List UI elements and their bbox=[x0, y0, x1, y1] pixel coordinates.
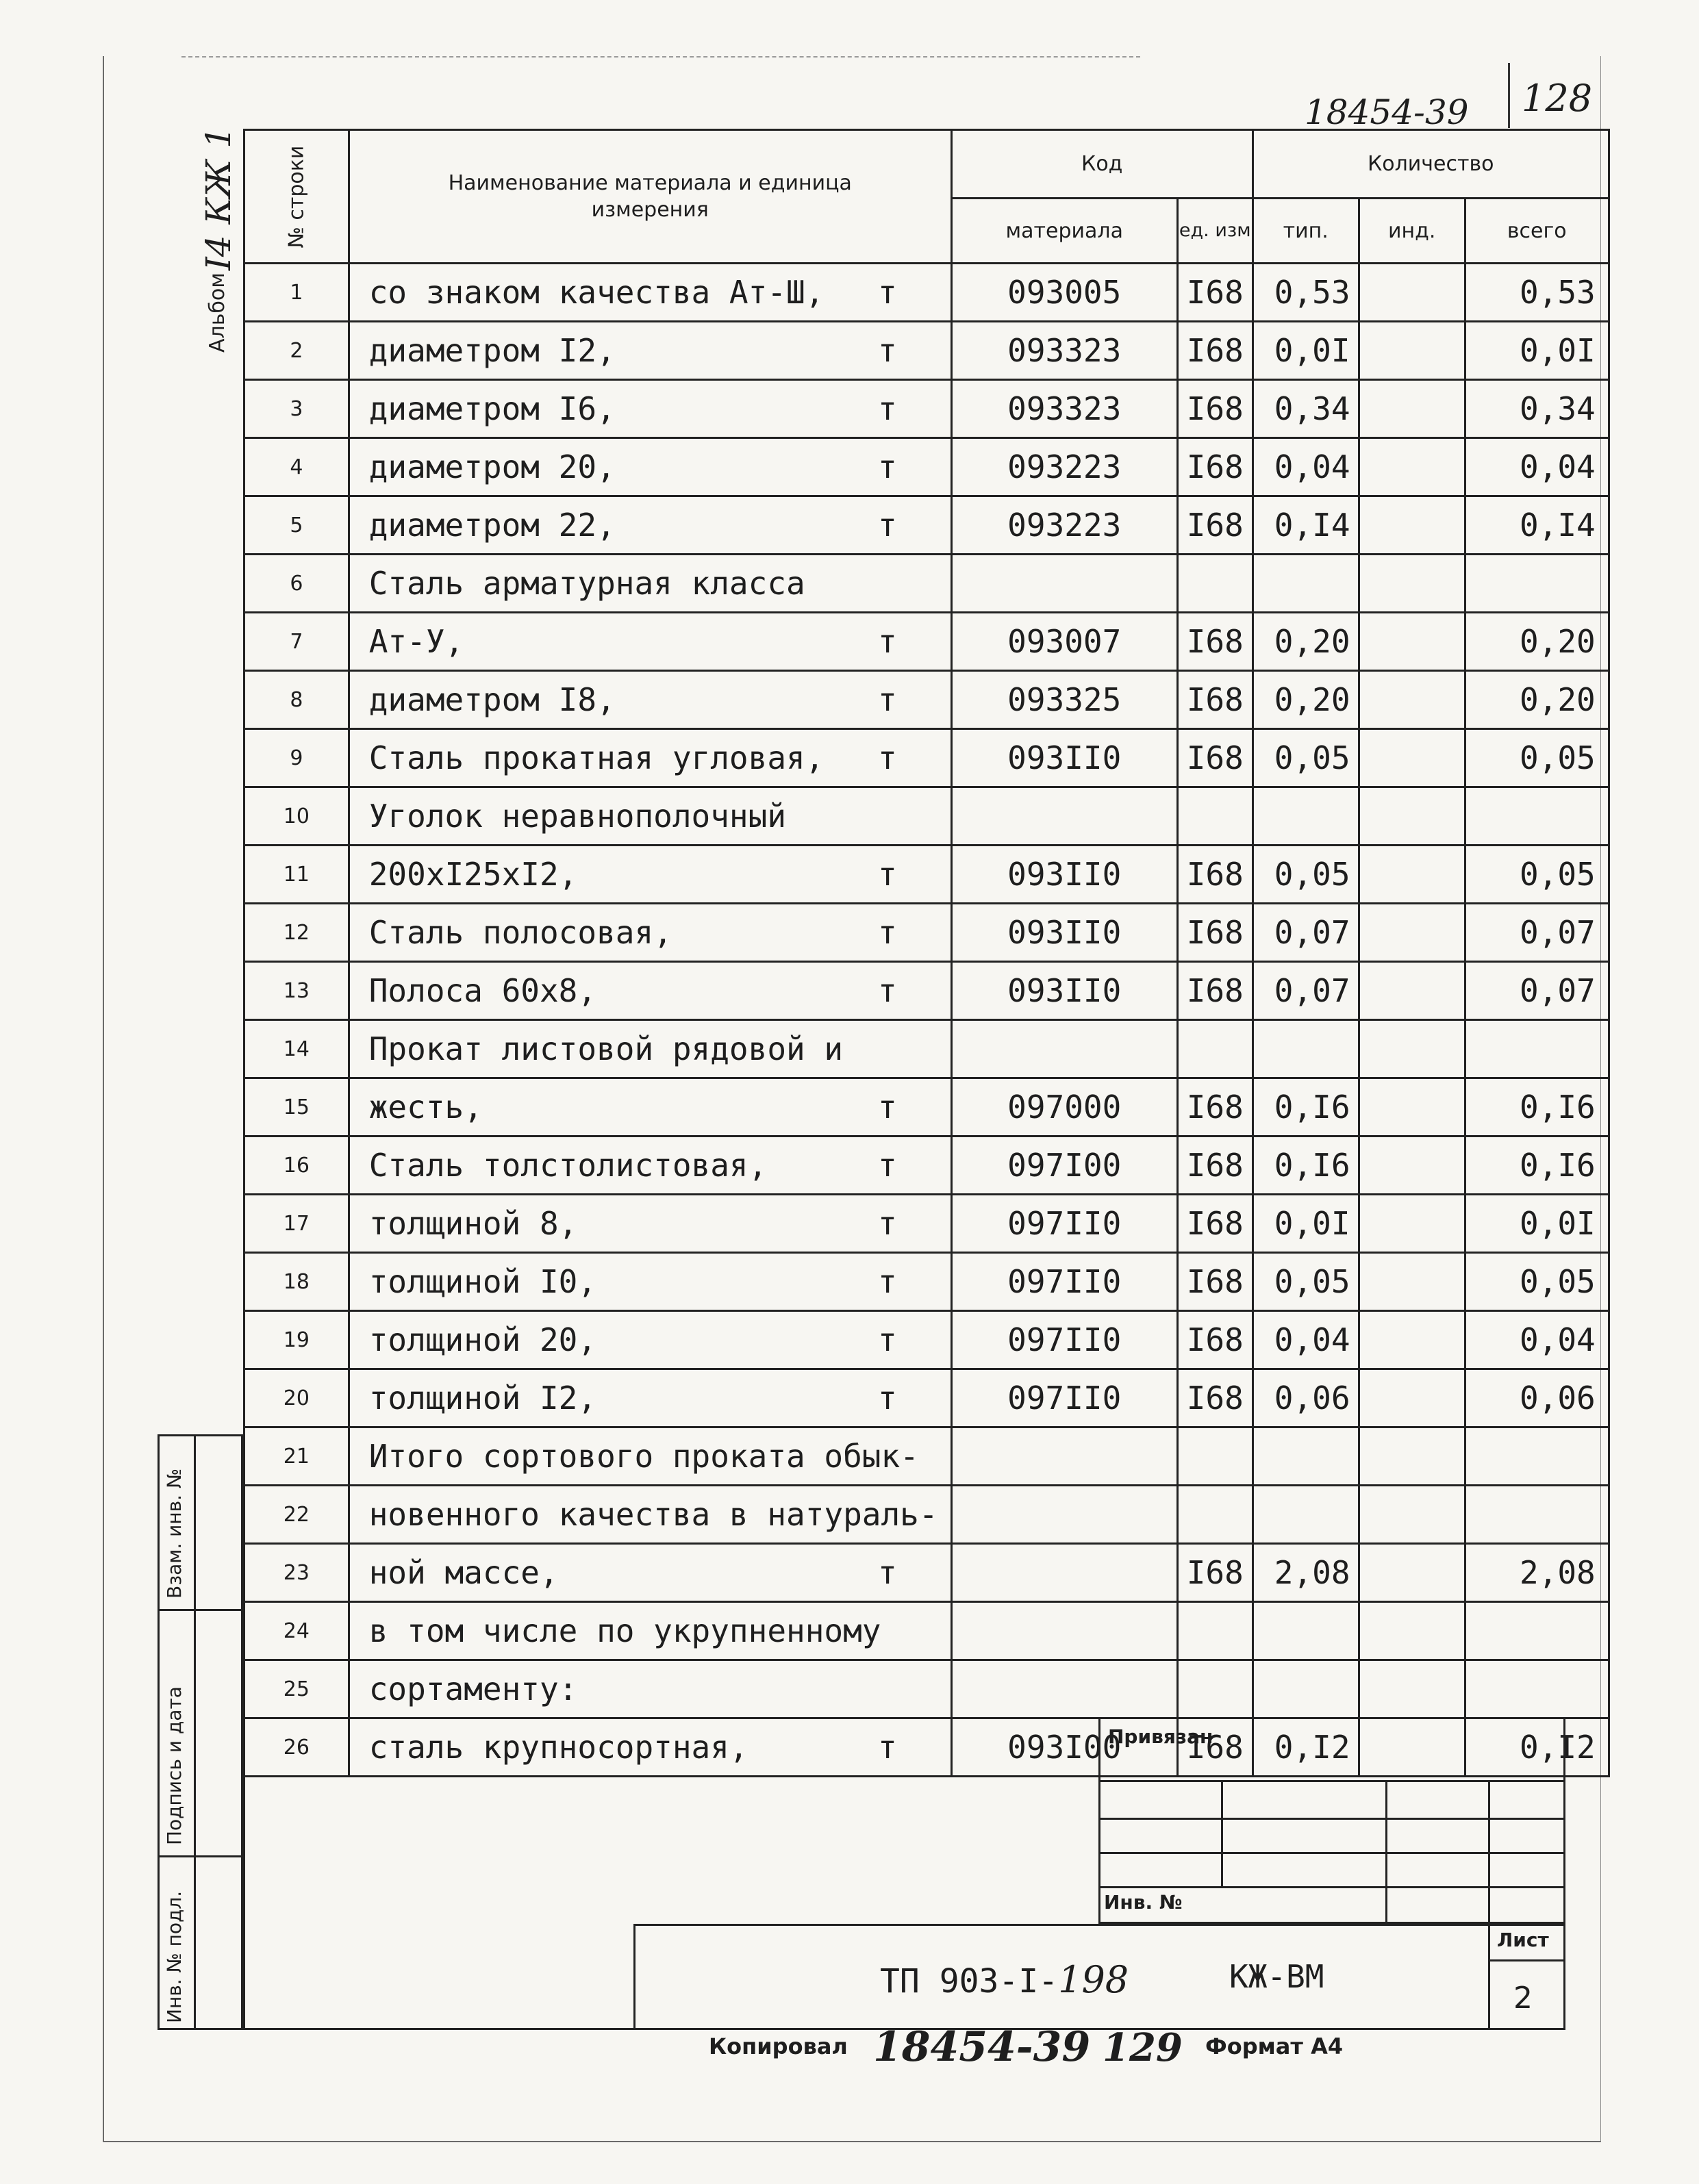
qty-total-cell: 0,07 bbox=[1465, 962, 1609, 1020]
doc-code-hand: 198 bbox=[1058, 1958, 1129, 2001]
unit-label: т bbox=[878, 1205, 897, 1242]
material-name: диаметром I2, bbox=[368, 332, 616, 369]
unit-code-cell: I68 bbox=[1177, 1369, 1253, 1427]
material-name-cell bbox=[349, 380, 951, 438]
unit-code-cell: I68 bbox=[1177, 1544, 1253, 1602]
grid-line bbox=[1385, 1780, 1387, 1924]
unit-label: т bbox=[878, 1380, 897, 1417]
material-name: Прокат листовой рядовой и bbox=[368, 1030, 844, 1067]
qty-tip-cell: 0,05 bbox=[1253, 1253, 1359, 1311]
unit-code-cell bbox=[1177, 1602, 1253, 1660]
unit-label: т bbox=[878, 739, 897, 776]
material-name-cell bbox=[349, 496, 951, 555]
qty-tip-cell bbox=[1253, 555, 1359, 613]
material-name: Сталь арматурная класса bbox=[368, 565, 805, 602]
unit-label: т bbox=[878, 332, 897, 369]
material-name-cell bbox=[349, 555, 951, 613]
qty-tip-cell bbox=[1253, 1602, 1359, 1660]
grid-line bbox=[1098, 1886, 1565, 1888]
unit-label: т bbox=[878, 1321, 897, 1358]
table-row bbox=[244, 264, 1609, 322]
unit-code-cell: I68 bbox=[1177, 380, 1253, 438]
qty-ind-cell bbox=[1359, 1195, 1465, 1253]
grid-line bbox=[1098, 1852, 1565, 1854]
table-row bbox=[244, 613, 1609, 671]
material-name: толщиной I2, bbox=[368, 1380, 597, 1417]
qty-total-cell: 0,53 bbox=[1465, 264, 1609, 322]
qty-ind-cell bbox=[1359, 846, 1465, 904]
vzam-inv-label: Взам. инв. № bbox=[163, 1468, 186, 1599]
qty-ind-cell bbox=[1359, 904, 1465, 962]
unit-code-cell: I68 bbox=[1177, 438, 1253, 496]
row-number-cell: 2 bbox=[244, 322, 349, 380]
material-code-cell bbox=[951, 1427, 1177, 1486]
doc-code bbox=[880, 1958, 1129, 2001]
unit-code-cell: I68 bbox=[1177, 1195, 1253, 1253]
qty-total-cell: 0,20 bbox=[1465, 613, 1609, 671]
header-qty-ind: инд. bbox=[1359, 199, 1465, 264]
header-code: Код bbox=[951, 130, 1253, 199]
qty-total-cell: 0,07 bbox=[1465, 904, 1609, 962]
privyazan-label: Привязан bbox=[1108, 1725, 1213, 1748]
unit-code-cell: I68 bbox=[1177, 846, 1253, 904]
header-code-material: материала bbox=[951, 199, 1177, 264]
doc-mark: КЖ-ВМ bbox=[1229, 1958, 1324, 1995]
material-name: толщиной 20, bbox=[368, 1321, 597, 1358]
grid-line bbox=[1221, 1780, 1223, 1886]
table-row bbox=[244, 496, 1609, 555]
album-handwritten: I4 КЖ 1 bbox=[199, 126, 238, 270]
unit-code-cell: I68 bbox=[1177, 904, 1253, 962]
material-code-cell: 097II0 bbox=[951, 1311, 1177, 1369]
row-number-cell: 7 bbox=[244, 613, 349, 671]
unit-code-cell: I68 bbox=[1177, 729, 1253, 787]
qty-ind-cell bbox=[1359, 1137, 1465, 1195]
material-name: новенного качества в натураль- bbox=[368, 1496, 938, 1533]
unit-code-cell bbox=[1177, 787, 1253, 846]
qty-ind-cell bbox=[1359, 264, 1465, 322]
material-name: жесть, bbox=[368, 1089, 483, 1126]
material-code-cell bbox=[951, 787, 1177, 846]
unit-code-cell: I68 bbox=[1177, 671, 1253, 729]
table-body bbox=[244, 264, 1609, 1777]
row-number-cell: 21 bbox=[244, 1427, 349, 1486]
material-code-cell: 093223 bbox=[951, 438, 1177, 496]
header-qty-total: всего bbox=[1465, 199, 1609, 264]
qty-tip-cell: 2,08 bbox=[1253, 1544, 1359, 1602]
material-name-cell bbox=[349, 1369, 951, 1427]
material-code-cell: 093005 bbox=[951, 264, 1177, 322]
row-number-cell: 23 bbox=[244, 1544, 349, 1602]
unit-code-cell bbox=[1177, 555, 1253, 613]
material-name-cell bbox=[349, 1486, 951, 1544]
row-number-cell: 15 bbox=[244, 1078, 349, 1137]
row-number-cell: 17 bbox=[244, 1195, 349, 1253]
qty-tip-cell: 0,I6 bbox=[1253, 1137, 1359, 1195]
row-number-cell: 5 bbox=[244, 496, 349, 555]
qty-total-cell: 2,08 bbox=[1465, 1544, 1609, 1602]
material-name: толщиной 8, bbox=[368, 1205, 578, 1242]
qty-tip-cell bbox=[1253, 1427, 1359, 1486]
material-name-cell bbox=[349, 1311, 951, 1369]
unit-code-cell bbox=[1177, 1020, 1253, 1078]
qty-ind-cell bbox=[1359, 1427, 1465, 1486]
row-number-cell: 26 bbox=[244, 1718, 349, 1777]
row-number-cell: 4 bbox=[244, 438, 349, 496]
material-code-cell: 093223 bbox=[951, 496, 1177, 555]
row-number-cell: 1 bbox=[244, 264, 349, 322]
material-name: в том числе по укрупненному bbox=[368, 1612, 881, 1649]
material-code-cell: 093II0 bbox=[951, 729, 1177, 787]
qty-ind-cell bbox=[1359, 613, 1465, 671]
material-name: Сталь полосовая, bbox=[368, 914, 672, 951]
qty-ind-cell bbox=[1359, 1311, 1465, 1369]
material-name-cell bbox=[349, 671, 951, 729]
doc-number-top: 18454-39 bbox=[1305, 92, 1469, 132]
qty-tip-cell: 0,53 bbox=[1253, 264, 1359, 322]
qty-total-cell bbox=[1465, 1660, 1609, 1718]
qty-tip-cell bbox=[1253, 1660, 1359, 1718]
material-name-cell bbox=[349, 787, 951, 846]
material-name: ной массе, bbox=[368, 1554, 559, 1591]
table-row bbox=[244, 1369, 1609, 1427]
table-row bbox=[244, 787, 1609, 846]
material-code-cell: 097000 bbox=[951, 1078, 1177, 1137]
material-name-cell bbox=[349, 1544, 951, 1602]
unit-code-cell bbox=[1177, 1486, 1253, 1544]
table-row bbox=[244, 1486, 1609, 1544]
material-spec-table bbox=[243, 129, 1610, 1777]
doc-code-prefix: ТП 903-I- bbox=[880, 1962, 1059, 2001]
material-name: диаметром 22, bbox=[368, 507, 616, 544]
material-name: толщиной I0, bbox=[368, 1263, 597, 1300]
material-code-cell: 093II0 bbox=[951, 962, 1177, 1020]
unit-label: т bbox=[878, 1729, 897, 1766]
stamp-line bbox=[158, 1609, 243, 1611]
table-row bbox=[244, 1660, 1609, 1718]
grid-line bbox=[1098, 1818, 1565, 1820]
material-code-cell: 093323 bbox=[951, 322, 1177, 380]
material-code-cell: 093I00 bbox=[951, 1718, 1177, 1777]
unit-label: т bbox=[878, 274, 897, 311]
header-qty-tip: тип. bbox=[1253, 199, 1359, 264]
material-name-cell bbox=[349, 729, 951, 787]
row-number-cell: 19 bbox=[244, 1311, 349, 1369]
qty-tip-cell bbox=[1253, 787, 1359, 846]
unit-label: т bbox=[878, 681, 897, 718]
qty-tip-cell: 0,07 bbox=[1253, 904, 1359, 962]
unit-label: т bbox=[878, 1147, 897, 1184]
footer-hand-page: 129 bbox=[1103, 2025, 1183, 2070]
inv-podl-label: Инв. № подл. bbox=[163, 1890, 186, 2023]
unit-label: т bbox=[878, 914, 897, 951]
unit-code-cell: I68 bbox=[1177, 613, 1253, 671]
list-label: Лист bbox=[1497, 1929, 1549, 1951]
qty-total-cell bbox=[1465, 1486, 1609, 1544]
material-name: Ат-У, bbox=[368, 623, 464, 660]
grid-line bbox=[1488, 1924, 1490, 2030]
material-code-cell bbox=[951, 1660, 1177, 1718]
table-row bbox=[244, 1544, 1609, 1602]
table-row bbox=[244, 1020, 1609, 1078]
qty-tip-cell bbox=[1253, 1486, 1359, 1544]
qty-tip-cell bbox=[1253, 1020, 1359, 1078]
unit-label: т bbox=[878, 623, 897, 660]
unit-label: т bbox=[878, 1263, 897, 1300]
material-code-cell: 093007 bbox=[951, 613, 1177, 671]
qty-total-cell bbox=[1465, 555, 1609, 613]
header-quantity: Количество bbox=[1253, 130, 1609, 199]
qty-tip-cell: 0,I4 bbox=[1253, 496, 1359, 555]
qty-total-cell: 0,04 bbox=[1465, 1311, 1609, 1369]
row-number-cell: 25 bbox=[244, 1660, 349, 1718]
material-code-cell bbox=[951, 1020, 1177, 1078]
material-name: сортаменту: bbox=[368, 1671, 578, 1707]
qty-ind-cell bbox=[1359, 1369, 1465, 1427]
qty-total-cell: 0,05 bbox=[1465, 846, 1609, 904]
qty-tip-cell: 0,04 bbox=[1253, 438, 1359, 496]
table-row bbox=[244, 1195, 1609, 1253]
qty-tip-cell: 0,05 bbox=[1253, 729, 1359, 787]
qty-total-cell: 0,0I bbox=[1465, 322, 1609, 380]
material-code-cell: 093II0 bbox=[951, 846, 1177, 904]
qty-total-cell: 0,I2 bbox=[1465, 1718, 1609, 1777]
row-number-cell: 14 bbox=[244, 1020, 349, 1078]
qty-ind-cell bbox=[1359, 438, 1465, 496]
unit-label: т bbox=[878, 1554, 897, 1591]
material-code-cell: 093II0 bbox=[951, 904, 1177, 962]
unit-code-cell: I68 bbox=[1177, 1137, 1253, 1195]
qty-total-cell: 0,I6 bbox=[1465, 1078, 1609, 1137]
qty-ind-cell bbox=[1359, 787, 1465, 846]
kopiroval-label: Копировал bbox=[709, 2033, 848, 2059]
grid-line bbox=[1488, 1780, 1490, 1924]
qty-total-cell bbox=[1465, 1602, 1609, 1660]
material-name-cell bbox=[349, 1253, 951, 1311]
row-number-cell: 6 bbox=[244, 555, 349, 613]
unit-code-cell bbox=[1177, 1660, 1253, 1718]
qty-tip-cell: 0,06 bbox=[1253, 1369, 1359, 1427]
qty-tip-cell: 0,05 bbox=[1253, 846, 1359, 904]
material-code-cell bbox=[951, 1602, 1177, 1660]
unit-label: т bbox=[878, 972, 897, 1009]
unit-label: т bbox=[878, 507, 897, 544]
row-number-cell: 12 bbox=[244, 904, 349, 962]
material-code-cell: 097II0 bbox=[951, 1369, 1177, 1427]
qty-tip-cell: 0,I2 bbox=[1253, 1718, 1359, 1777]
qty-ind-cell bbox=[1359, 322, 1465, 380]
row-number-cell: 16 bbox=[244, 1137, 349, 1195]
header-name: Наименование материала и единица измерения bbox=[349, 130, 951, 264]
qty-total-cell: 0,I6 bbox=[1465, 1137, 1609, 1195]
unit-code-cell: I68 bbox=[1177, 1311, 1253, 1369]
material-name-cell bbox=[349, 904, 951, 962]
qty-total-cell: 0,06 bbox=[1465, 1369, 1609, 1427]
qty-ind-cell bbox=[1359, 962, 1465, 1020]
material-code-cell: 097I00 bbox=[951, 1137, 1177, 1195]
qty-tip-cell: 0,07 bbox=[1253, 962, 1359, 1020]
grid-line bbox=[1488, 1959, 1565, 1961]
qty-total-cell: 0,I4 bbox=[1465, 496, 1609, 555]
unit-code-cell: I68 bbox=[1177, 962, 1253, 1020]
qty-tip-cell: 0,0I bbox=[1253, 1195, 1359, 1253]
qty-total-cell: 0,20 bbox=[1465, 671, 1609, 729]
qty-tip-cell: 0,I6 bbox=[1253, 1078, 1359, 1137]
material-code-cell bbox=[951, 555, 1177, 613]
qty-total-cell: 0,05 bbox=[1465, 729, 1609, 787]
qty-total-cell: 0,05 bbox=[1465, 1253, 1609, 1311]
qty-total-cell bbox=[1465, 1427, 1609, 1486]
header-row-no: № строки bbox=[244, 130, 349, 264]
qty-ind-cell bbox=[1359, 1544, 1465, 1602]
material-name: диаметром I8, bbox=[368, 681, 616, 718]
material-name-cell bbox=[349, 846, 951, 904]
material-name-cell bbox=[349, 264, 951, 322]
material-name-cell bbox=[349, 1427, 951, 1486]
material-name: Полоса 60x8, bbox=[368, 972, 597, 1009]
table-row bbox=[244, 962, 1609, 1020]
header-code-unit: ед. изм bbox=[1177, 199, 1253, 264]
qty-ind-cell bbox=[1359, 1660, 1465, 1718]
grid-line bbox=[1098, 1780, 1565, 1782]
material-code-cell: 093325 bbox=[951, 671, 1177, 729]
inv-no-label: Инв. № bbox=[1104, 1891, 1183, 1914]
table-row bbox=[244, 1602, 1609, 1660]
unit-code-cell: I68 bbox=[1177, 1078, 1253, 1137]
material-name: со знаком качества Ат-Ш, bbox=[368, 274, 825, 311]
material-name: Сталь прокатная угловая, bbox=[368, 739, 825, 776]
table-row bbox=[244, 555, 1609, 613]
table-row bbox=[244, 1078, 1609, 1137]
unit-code-cell: I68 bbox=[1177, 1253, 1253, 1311]
material-name: Итого сортового проката обык- bbox=[368, 1438, 919, 1475]
material-name-cell bbox=[349, 1137, 951, 1195]
unit-code-cell: I68 bbox=[1177, 322, 1253, 380]
table-row bbox=[244, 846, 1609, 904]
unit-label: т bbox=[878, 856, 897, 893]
qty-tip-cell: 0,04 bbox=[1253, 1311, 1359, 1369]
top-dashed-line bbox=[181, 56, 1140, 58]
material-name-cell bbox=[349, 1020, 951, 1078]
page-number-divider bbox=[1508, 63, 1510, 128]
material-name-cell bbox=[349, 1602, 951, 1660]
table-row bbox=[244, 1311, 1609, 1369]
qty-ind-cell bbox=[1359, 1253, 1465, 1311]
stamp-line bbox=[158, 1855, 243, 1857]
unit-code-cell: I68 bbox=[1177, 1718, 1253, 1777]
material-code-cell bbox=[951, 1486, 1177, 1544]
unit-code-cell bbox=[1177, 1427, 1253, 1486]
podpis-data-label: Подпись и дата bbox=[163, 1686, 186, 1845]
qty-ind-cell bbox=[1359, 555, 1465, 613]
material-name: диаметром I6, bbox=[368, 390, 616, 427]
table-row bbox=[244, 729, 1609, 787]
qty-tip-cell: 0,20 bbox=[1253, 613, 1359, 671]
material-name-cell bbox=[349, 1195, 951, 1253]
material-name-cell bbox=[349, 1660, 951, 1718]
page-number: 128 bbox=[1522, 77, 1593, 120]
qty-ind-cell bbox=[1359, 1020, 1465, 1078]
format-label: Формат А4 bbox=[1205, 2033, 1344, 2059]
material-name-cell bbox=[349, 613, 951, 671]
material-name-cell bbox=[349, 438, 951, 496]
row-number-cell: 13 bbox=[244, 962, 349, 1020]
material-name-cell bbox=[349, 1078, 951, 1137]
material-name-cell bbox=[349, 322, 951, 380]
table-row bbox=[244, 671, 1609, 729]
qty-total-cell: 0,0I bbox=[1465, 1195, 1609, 1253]
unit-code-cell: I68 bbox=[1177, 496, 1253, 555]
material-name: Уголок неравнополочный bbox=[368, 798, 787, 835]
table-row bbox=[244, 438, 1609, 496]
table-row bbox=[244, 380, 1609, 438]
row-number-cell: 3 bbox=[244, 380, 349, 438]
material-code-cell: 097II0 bbox=[951, 1253, 1177, 1311]
qty-ind-cell bbox=[1359, 671, 1465, 729]
material-code-cell: 097II0 bbox=[951, 1195, 1177, 1253]
row-number-cell: 22 bbox=[244, 1486, 349, 1544]
stamp-line bbox=[194, 1434, 196, 2030]
material-name: диаметром 20, bbox=[368, 448, 616, 485]
qty-total-cell: 0,04 bbox=[1465, 438, 1609, 496]
unit-code-cell: I68 bbox=[1177, 264, 1253, 322]
qty-tip-cell: 0,34 bbox=[1253, 380, 1359, 438]
qty-ind-cell bbox=[1359, 496, 1465, 555]
qty-tip-cell: 0,0I bbox=[1253, 322, 1359, 380]
qty-ind-cell bbox=[1359, 729, 1465, 787]
row-number-cell: 9 bbox=[244, 729, 349, 787]
material-code-cell: 093323 bbox=[951, 380, 1177, 438]
unit-label: т bbox=[878, 448, 897, 485]
table-row bbox=[244, 1253, 1609, 1311]
material-code-cell bbox=[951, 1544, 1177, 1602]
album-label: Альбом bbox=[205, 272, 229, 353]
row-number-cell: 11 bbox=[244, 846, 349, 904]
material-name: сталь крупносортная, bbox=[368, 1729, 748, 1766]
unit-label: т bbox=[878, 1089, 897, 1126]
material-name-cell bbox=[349, 962, 951, 1020]
row-number-cell: 24 bbox=[244, 1602, 349, 1660]
qty-total-cell: 0,34 bbox=[1465, 380, 1609, 438]
unit-label: т bbox=[878, 390, 897, 427]
qty-ind-cell bbox=[1359, 1078, 1465, 1137]
row-number-cell: 20 bbox=[244, 1369, 349, 1427]
qty-ind-cell bbox=[1359, 380, 1465, 438]
list-value: 2 bbox=[1513, 1981, 1533, 2016]
qty-total-cell bbox=[1465, 1020, 1609, 1078]
qty-ind-cell bbox=[1359, 1486, 1465, 1544]
qty-ind-cell bbox=[1359, 1602, 1465, 1660]
table-row bbox=[244, 1137, 1609, 1195]
row-number-cell: 8 bbox=[244, 671, 349, 729]
row-number-cell: 18 bbox=[244, 1253, 349, 1311]
table-row bbox=[244, 904, 1609, 962]
table-row bbox=[244, 1427, 1609, 1486]
qty-total-cell bbox=[1465, 787, 1609, 846]
table-row bbox=[244, 322, 1609, 380]
row-number-cell: 10 bbox=[244, 787, 349, 846]
footer-hand-number: 18454-39 bbox=[873, 2023, 1091, 2071]
material-name: 200xI25xI2, bbox=[368, 856, 578, 893]
qty-tip-cell: 0,20 bbox=[1253, 671, 1359, 729]
material-name: Сталь толстолистовая, bbox=[368, 1147, 768, 1184]
